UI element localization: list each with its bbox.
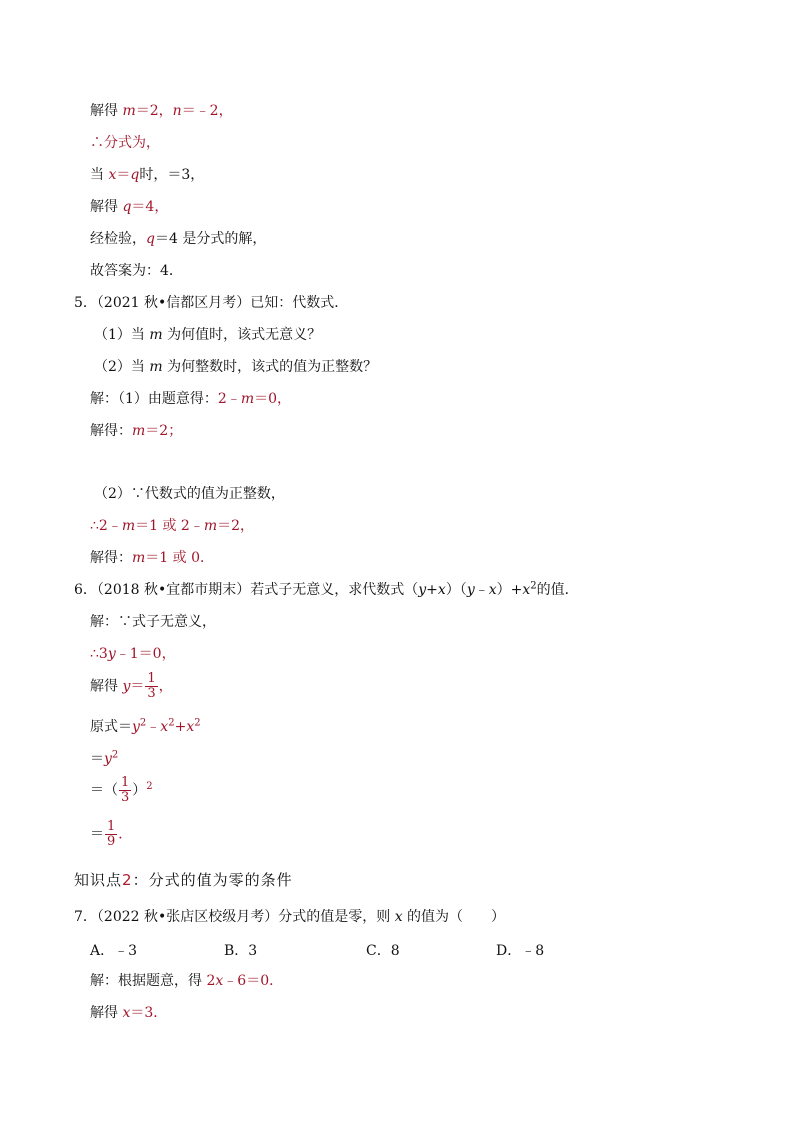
q6-answer-2: ∴3y﹣1＝0， — [90, 646, 176, 662]
section-title: 知识点2：分式的值为零的条件 — [74, 871, 293, 889]
q7-option-a: A．﹣3 — [90, 943, 138, 959]
q5-subq-1: （1）当 m 为何值时，该式无意义？ — [94, 327, 322, 343]
p4-line-1: 解得 m＝2，n＝﹣2， — [90, 103, 233, 119]
q5-subq-2: （2）当 m 为何整数时，该式的值为正整数？ — [94, 359, 378, 375]
fraction-one-third-b: $\frac{1}{3}$ — [121, 775, 130, 805]
q5-answer-1: 解：（1）由题意得：2﹣m＝0， — [90, 391, 292, 407]
p4-line-4: 解得 q＝4， — [90, 199, 169, 215]
q7-option-d: D．﹣8 — [496, 943, 545, 959]
p4-line-5: 经检验，q＝4 是分式的解， — [90, 231, 267, 247]
q6-answer-5: $=y^2$ — [90, 749, 119, 767]
q7-option-b: B．3 — [224, 943, 258, 959]
q5-answer-3: （2）∵代数式的值为正整数， — [94, 486, 285, 502]
p4-line-6: 故答案为：4． — [90, 263, 183, 279]
q6-answer-7: ＝ $\frac{1}{9}$ ． — [90, 819, 133, 849]
q6-answer-4: 原式$=y^2﹣x^2+x^2$ — [90, 717, 201, 735]
q6-answer-3: 解得 y＝ $\frac{1}{3}$ ， — [90, 671, 173, 701]
q7-answer-2: 解得 x＝3． — [90, 1005, 168, 1021]
fraction-one-third: $\frac{1}{3}$ — [147, 671, 156, 701]
p4-line-3: 当 x＝q时，＝3， — [90, 167, 205, 183]
q6-heading: 6．（2018 秋•宜都市期末）若式子无意义，求代数式$(y+x)(y﹣x)+x^2$的值． — [74, 580, 579, 598]
q7-option-c: C．8 — [366, 943, 400, 959]
q6-answer-6: ＝（ $\frac{1}{3}$ ）$^2$ — [90, 775, 153, 805]
q5-answer-5: 解得：m＝1 或 0． — [90, 550, 214, 566]
q5-heading: 5．（2021 秋•信都区月考）已知：代数式． — [74, 295, 349, 311]
q6-answer-1: 解：∵式子无意义， — [90, 614, 216, 630]
q5-answer-2: 解得：m＝2； — [90, 423, 183, 439]
fraction-one-ninth: $\frac{1}{9}$ — [107, 819, 116, 849]
q7-answer-1: 解：根据题意，得 2x﹣6＝0． — [90, 973, 284, 989]
q7-heading: 7．（2022 秋•张店区校级月考）分式的值是零，则 x 的值为（ ） — [74, 909, 506, 925]
q5-answer-4: ∴2﹣m＝1 或 2﹣m＝2， — [90, 518, 255, 534]
p4-line-2: ∴分式为， — [90, 135, 160, 151]
